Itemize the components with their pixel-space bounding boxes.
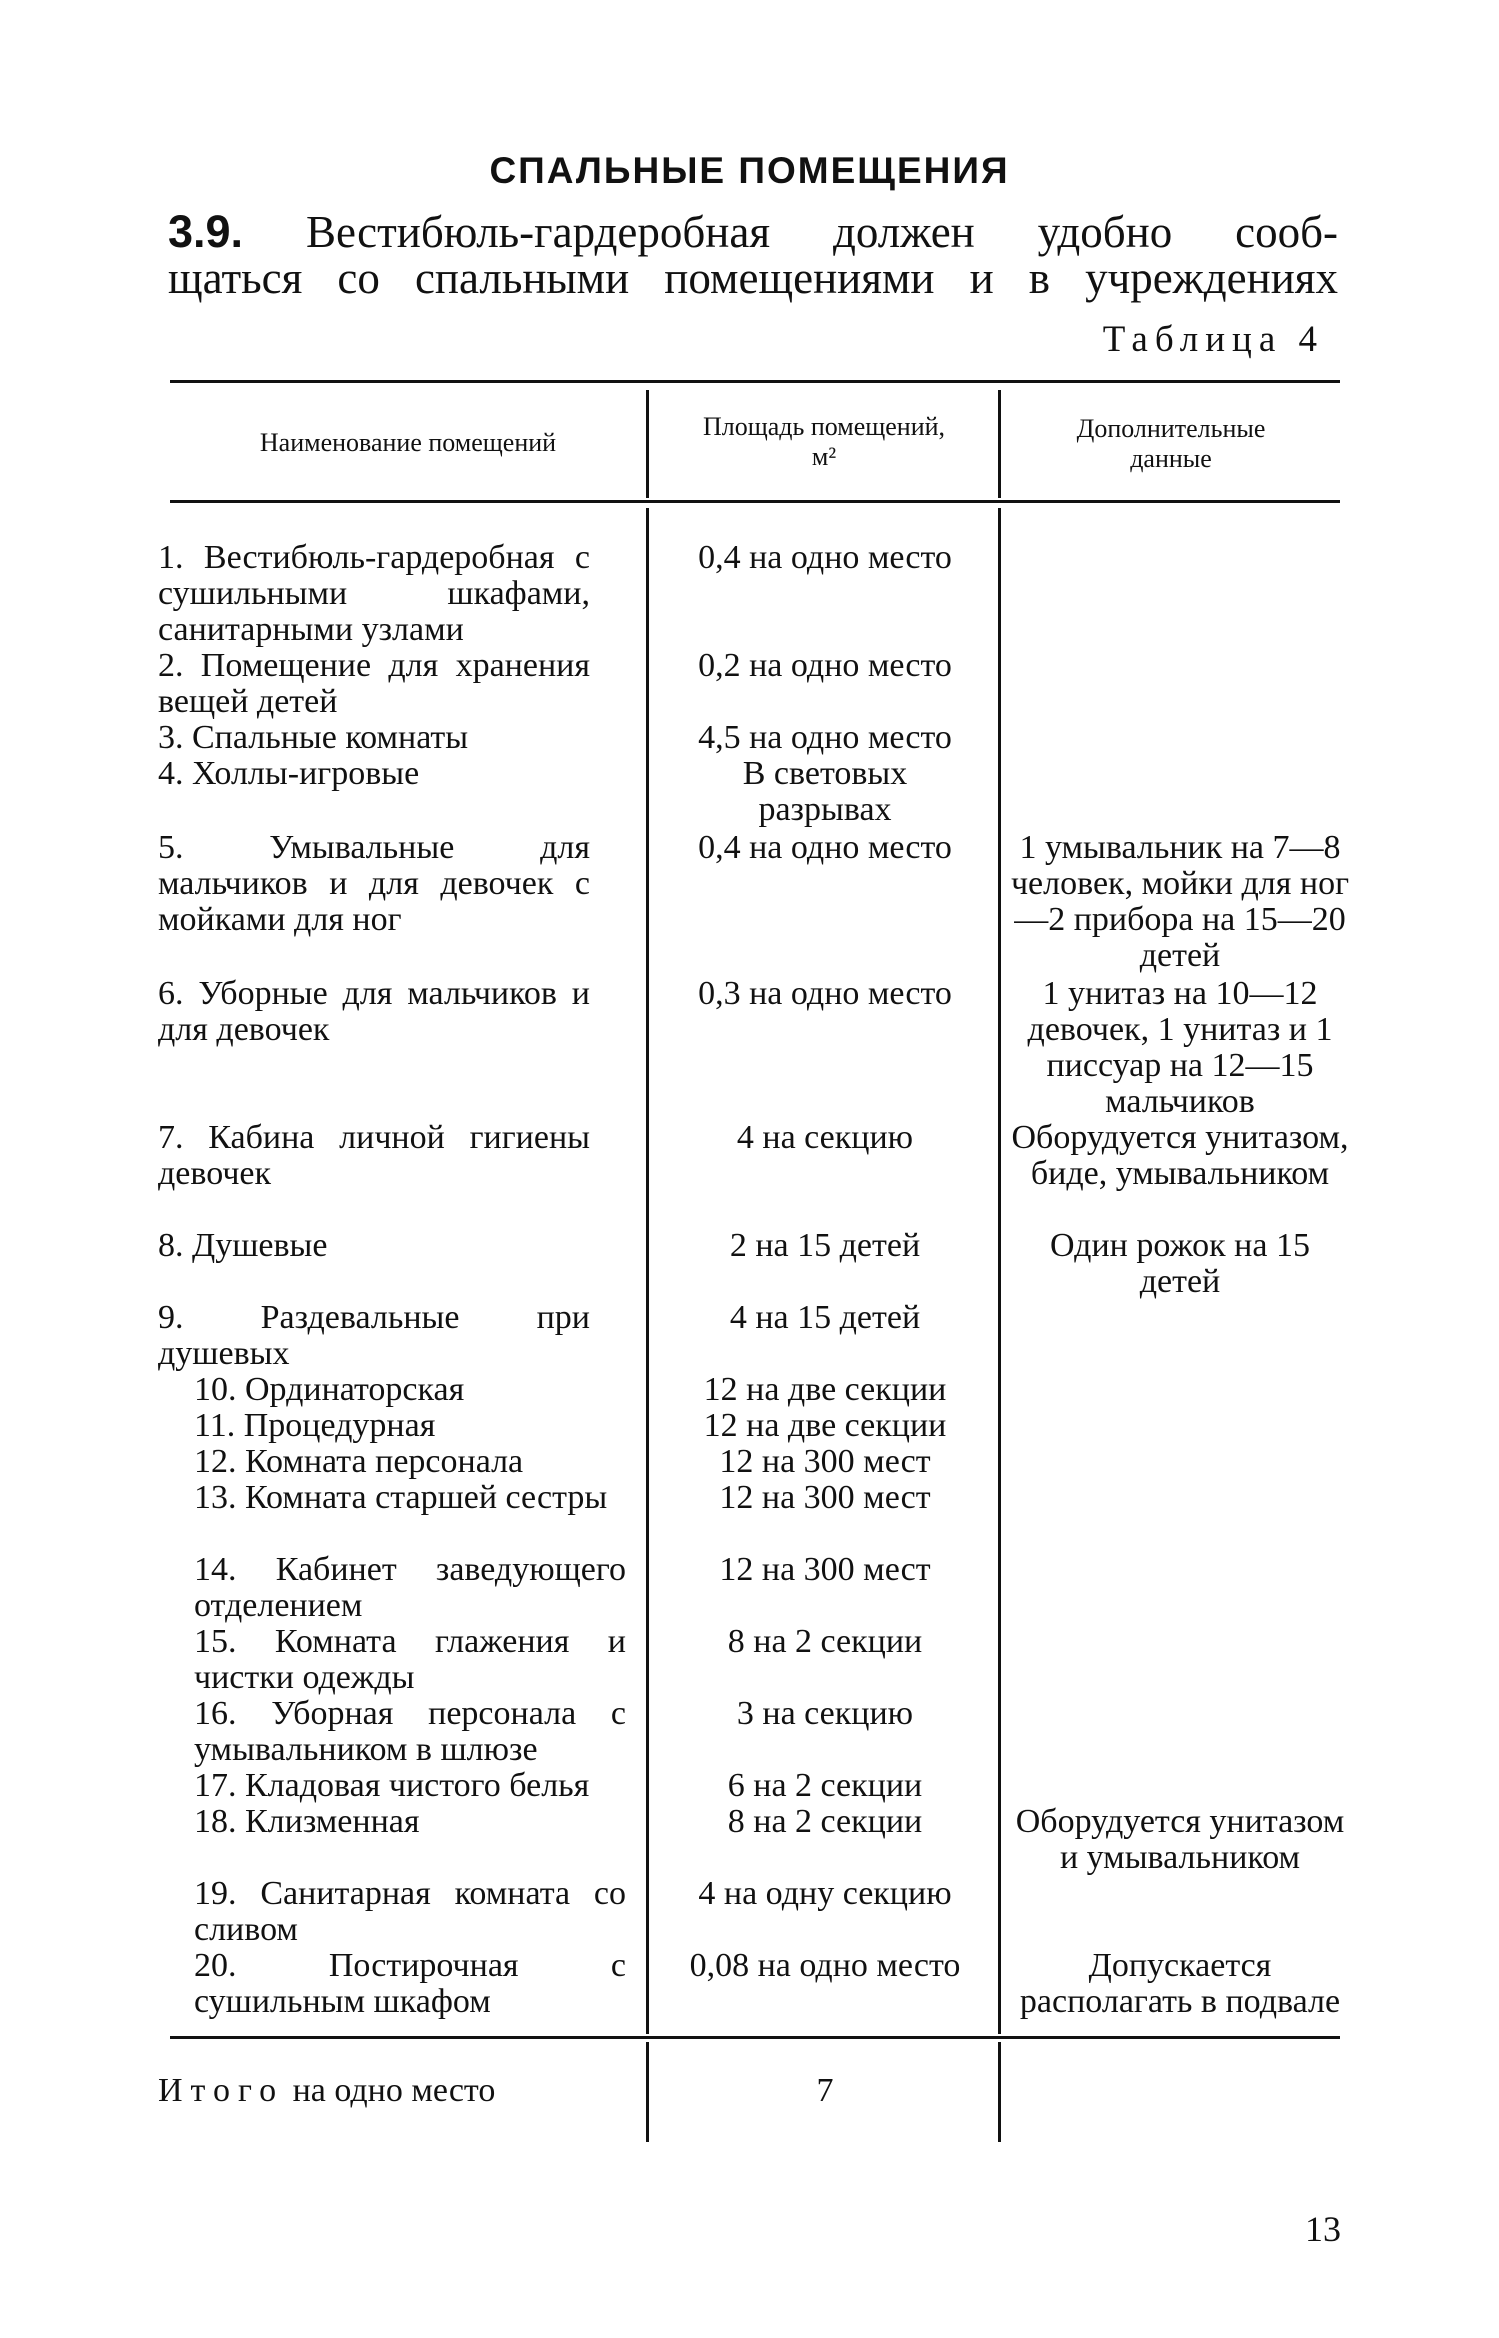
table-row-6-area: 0,3 на одно место xyxy=(698,975,952,1012)
table-row-6-name: 6. Уборные для мальчиков и для девочек xyxy=(158,975,590,1048)
table-row-18-name: 18. Клизменная xyxy=(194,1803,420,1840)
total-label-rest: на одно место xyxy=(292,2072,496,2109)
header-extra-line1: Дополнительные xyxy=(1076,414,1266,443)
header-area-line1: Площадь помещений, xyxy=(702,412,946,441)
table-row-13-area: 12 на 300 мест xyxy=(719,1479,931,1516)
table-row-16-name: 16. Уборная персонала с умывальником в шлюзе xyxy=(194,1695,626,1768)
table-row-4-area: В световых разрывах xyxy=(742,755,908,828)
table-row-5-area: 0,4 на одно место xyxy=(698,829,952,866)
paragraph-text-1: Вестибюль-гардеробная должен удобно сооб- xyxy=(305,207,1338,257)
table-row-10-name: 10. Ординаторская xyxy=(194,1371,465,1408)
header-name: Наименование помещений xyxy=(259,428,557,457)
table-row-15-area: 8 на 2 секции xyxy=(727,1623,923,1660)
table-row-1-name: 1. Вестибюль-гардеробная с сушильными шкафами, санитарными узлами xyxy=(158,539,590,648)
table-row-12-area: 12 на 300 мест xyxy=(719,1443,931,1480)
body-divider-2 xyxy=(998,508,1001,2034)
page-number: 13 xyxy=(1305,2209,1341,2249)
table-row-8-extra: Один рожок на 15 детей xyxy=(1050,1227,1310,1300)
table-row-19-name: 19. Санитарная комната со сливом xyxy=(194,1875,626,1948)
table-top-rule xyxy=(170,380,1340,383)
paragraph-number: 3.9. xyxy=(168,206,244,257)
table-row-16-area: 3 на секцию xyxy=(736,1695,914,1732)
table-row-9-name: 9. Раздевальные при душевых xyxy=(158,1299,590,1372)
total-label xyxy=(158,2072,495,2110)
table-row-8-area: 2 на 15 детей xyxy=(729,1227,921,1264)
header-divider-1 xyxy=(646,390,649,498)
section-title: СПАЛЬНЫЕ ПОМЕЩЕНИЯ xyxy=(489,150,1010,191)
table-row-20-name: 20. Постирочная с сушильным шкафом xyxy=(194,1947,626,2020)
header-area xyxy=(650,412,998,472)
table-row-5-name: 5. Умывальные для мальчиков и для девочек с мойками для ног xyxy=(158,829,590,938)
total-label-word: Итого xyxy=(158,2072,285,2109)
table-row-7-extra: Оборудуется унитазом, биде, умывальником xyxy=(1011,1119,1349,1192)
table-row-15-name: 15. Комната глажения и чистки одежды xyxy=(194,1623,626,1696)
table-row-1-area: 0,4 на одно место xyxy=(698,539,952,576)
table-row-10-area: 12 на две секции xyxy=(703,1371,947,1408)
table-row-9-area: 4 на 15 детей xyxy=(729,1299,921,1336)
total-divider-1 xyxy=(646,2042,649,2142)
header-extra xyxy=(1002,414,1340,474)
table-row-11-area: 12 на две секции xyxy=(703,1407,947,1444)
table-row-7-area: 4 на секцию xyxy=(736,1119,914,1156)
body-divider-1 xyxy=(646,508,649,2034)
table-row-17-name: 17. Кладовая чистого белья xyxy=(194,1767,590,1804)
table-label: Таблица 4 xyxy=(1102,319,1324,360)
table-row-13-name: 13. Комната старшей сестры xyxy=(194,1479,608,1516)
table-row-7-name: 7. Кабина личной гигиены девочек xyxy=(158,1119,590,1192)
table-row-2-area: 0,2 на одно место xyxy=(698,647,952,684)
table-row-12-name: 12. Комната персонала xyxy=(194,1443,524,1480)
total-divider-2 xyxy=(998,2042,1001,2142)
total-value: 7 xyxy=(816,2072,834,2109)
table-row-5-extra: 1 умывальник на 7—8 человек, мойки для ног—2 прибора на 15—20 детей xyxy=(1010,829,1350,974)
header-area-unit: м² xyxy=(811,442,837,471)
table-row-18-area: 8 на 2 секции xyxy=(727,1803,923,1840)
table-row-3-area: 4,5 на одно место xyxy=(698,719,952,756)
table-row-3-name: 3. Спальные комнаты xyxy=(158,719,469,756)
table-row-4-name: 4. Холлы-игровые xyxy=(158,755,420,792)
table-row-14-area: 12 на 300 мест xyxy=(719,1551,931,1588)
table-row-20-extra: Допускается располагать в подвале xyxy=(1019,1947,1341,2020)
table-row-2-name: 2. Помещение для хранения вещей детей xyxy=(158,647,590,720)
table-total-rule xyxy=(170,2036,1340,2039)
table-header-rule xyxy=(170,500,1340,503)
paragraph-line-2: щаться со спальными помещениями и в учреждениях xyxy=(168,253,1338,303)
table-row-6-extra: 1 унитаз на 10—12 девочек, 1 унитаз и 1 писсуар на 12—15 мальчиков xyxy=(1027,975,1333,1120)
table-row-19-area: 4 на одну секцию xyxy=(698,1875,952,1912)
header-extra-line2: данные xyxy=(1130,444,1212,473)
header-divider-2 xyxy=(998,390,1001,498)
table-row-20-area: 0,08 на одно место xyxy=(689,1947,961,1984)
table-row-17-area: 6 на 2 секции xyxy=(727,1767,923,1804)
table-row-14-name: 14. Кабинет заведующего отделением xyxy=(194,1551,626,1624)
paragraph-line-1 xyxy=(168,208,1338,256)
table-row-8-name: 8. Душевые xyxy=(158,1227,328,1264)
table-row-18-extra: Оборудуется унитазом и умывальником xyxy=(1015,1803,1345,1876)
table-row-11-name: 11. Процедурная xyxy=(194,1407,436,1444)
